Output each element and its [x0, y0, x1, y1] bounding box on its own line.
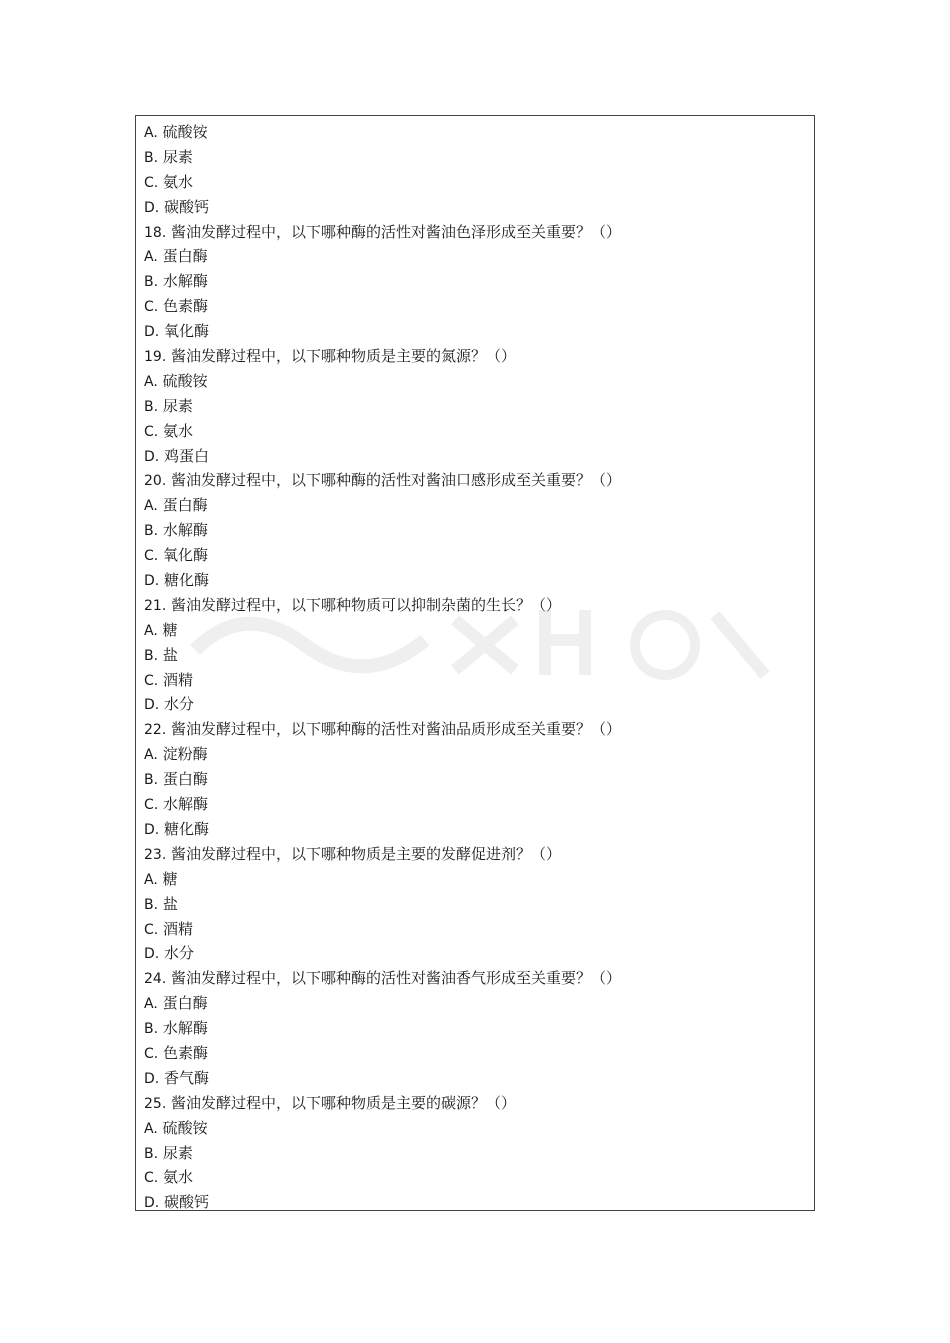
option-text: 糖化酶	[164, 571, 210, 590]
option-line	[144, 917, 806, 942]
option-text: 糖	[162, 869, 178, 888]
question-line	[144, 842, 806, 867]
option-text: 蛋白酶	[162, 496, 208, 515]
option-text: 水分	[164, 944, 195, 963]
option-line	[144, 1116, 806, 1141]
option-line	[144, 991, 806, 1016]
option-letter: D.	[144, 324, 160, 341]
question-text: 酱油发酵过程中，以下哪种酶的活性对酱油品质形成至关重要？（）	[171, 720, 622, 739]
option-letter: A.	[144, 125, 158, 141]
option-line	[144, 892, 806, 917]
option-line	[144, 817, 806, 842]
option-text: 水解酶	[163, 795, 209, 814]
option-text: 蛋白酶	[162, 770, 208, 789]
option-letter: A.	[144, 1120, 158, 1137]
option-line	[144, 120, 806, 145]
option-text: 水解酶	[162, 521, 208, 540]
option-line	[144, 195, 806, 220]
option-text: 氨水	[163, 421, 194, 440]
question-number: 24.	[144, 971, 167, 988]
option-letter: C.	[144, 299, 159, 316]
option-line	[144, 543, 806, 568]
option-letter: C.	[144, 797, 159, 814]
question-line	[144, 344, 806, 369]
option-text: 氧化酶	[164, 322, 210, 341]
question-text: 酱油发酵过程中，以下哪种物质是主要的氮源？（）	[171, 347, 517, 366]
question-line	[144, 220, 806, 245]
option-text: 水分	[164, 695, 195, 714]
question-number: 20.	[144, 473, 167, 490]
option-text: 氨水	[163, 1168, 194, 1187]
option-text: 酒精	[163, 670, 194, 689]
option-text: 淀粉酶	[162, 745, 208, 764]
option-text: 硫酸铵	[162, 1118, 208, 1137]
option-line	[144, 170, 806, 195]
option-text: 色素酶	[163, 1043, 209, 1062]
option-text: 鸡蛋白	[164, 446, 210, 465]
option-text: 尿素	[162, 147, 193, 166]
option-letter: C.	[144, 423, 159, 440]
question-line	[144, 1091, 806, 1116]
option-line	[144, 145, 806, 170]
question-line	[144, 593, 806, 618]
option-line	[144, 1141, 806, 1166]
option-text: 蛋白酶	[162, 994, 208, 1013]
option-letter: A.	[144, 996, 158, 1013]
option-letter: D.	[144, 573, 160, 590]
question-number: 23.	[144, 846, 167, 863]
option-letter: D.	[144, 697, 160, 714]
option-letter: A.	[144, 871, 158, 888]
option-letter: B.	[144, 523, 159, 540]
option-letter: C.	[144, 672, 159, 689]
option-text: 盐	[162, 894, 178, 913]
question-number: 22.	[144, 722, 167, 739]
option-letter: D.	[144, 1195, 160, 1212]
option-letter: C.	[144, 921, 159, 938]
option-text: 香气酶	[164, 1068, 210, 1087]
option-letter: D.	[144, 946, 160, 963]
option-text: 蛋白酶	[162, 247, 208, 266]
question-number: 19.	[144, 349, 167, 366]
option-line	[144, 394, 806, 419]
option-text: 酒精	[163, 919, 194, 938]
option-text: 尿素	[162, 1143, 193, 1162]
question-text: 酱油发酵过程中，以下哪种酶的活性对酱油香气形成至关重要？（）	[171, 969, 622, 988]
question-list	[144, 120, 806, 1215]
option-text: 尿素	[162, 396, 193, 415]
option-line	[144, 518, 806, 543]
question-text: 酱油发酵过程中，以下哪种酶的活性对酱油口感形成至关重要？（）	[171, 471, 622, 490]
option-letter: A.	[144, 622, 158, 639]
question-text: 酱油发酵过程中，以下哪种物质是主要的发酵促进剂？（）	[171, 844, 562, 863]
question-number: 21.	[144, 597, 167, 614]
question-line	[144, 966, 806, 991]
question-number: 18.	[144, 224, 167, 241]
option-line	[144, 668, 806, 693]
option-letter: B.	[144, 772, 159, 789]
option-letter: D.	[144, 448, 160, 465]
option-text: 氧化酶	[163, 546, 209, 565]
option-letter: D.	[144, 821, 160, 838]
option-line	[144, 1165, 806, 1190]
option-text: 水解酶	[162, 1019, 208, 1038]
question-text: 酱油发酵过程中，以下哪种物质是主要的碳源？（）	[171, 1093, 517, 1112]
option-letter: C.	[144, 1045, 159, 1062]
option-line	[144, 1190, 806, 1215]
option-letter: B.	[144, 149, 159, 166]
option-line	[144, 1066, 806, 1091]
option-letter: A.	[144, 249, 158, 266]
option-text: 硫酸铵	[162, 123, 208, 141]
option-line	[144, 941, 806, 966]
option-line	[144, 1041, 806, 1066]
question-line	[144, 717, 806, 742]
option-line	[144, 692, 806, 717]
option-line	[144, 742, 806, 767]
question-line	[144, 468, 806, 493]
option-line	[144, 369, 806, 394]
option-line	[144, 294, 806, 319]
option-line	[144, 643, 806, 668]
option-text: 碳酸钙	[164, 1193, 210, 1212]
option-text: 色素酶	[163, 297, 209, 316]
option-line	[144, 568, 806, 593]
option-text: 水解酶	[162, 272, 208, 291]
question-number: 25.	[144, 1095, 167, 1112]
option-letter: A.	[144, 498, 158, 515]
option-letter: B.	[144, 398, 159, 415]
option-letter: B.	[144, 1145, 159, 1162]
option-letter: B.	[144, 896, 159, 913]
option-text: 糖化酶	[164, 819, 210, 838]
option-letter: B.	[144, 1021, 159, 1038]
option-line	[144, 792, 806, 817]
option-letter: C.	[144, 174, 159, 191]
option-letter: B.	[144, 274, 159, 291]
option-line	[144, 419, 806, 444]
question-text: 酱油发酵过程中，以下哪种酶的活性对酱油色泽形成至关重要？（）	[171, 222, 622, 241]
option-letter: C.	[144, 1170, 159, 1187]
option-letter: A.	[144, 373, 158, 390]
option-letter: B.	[144, 647, 159, 664]
option-text: 硫酸铵	[162, 371, 208, 390]
option-letter: D.	[144, 1070, 160, 1087]
option-line	[144, 867, 806, 892]
option-letter: A.	[144, 747, 158, 764]
option-line	[144, 319, 806, 344]
document-frame	[135, 115, 815, 1211]
option-line	[144, 493, 806, 518]
option-text: 碳酸钙	[164, 197, 210, 216]
option-line	[144, 244, 806, 269]
option-letter: D.	[144, 199, 160, 216]
option-text: 盐	[162, 645, 178, 664]
question-text: 酱油发酵过程中，以下哪种物质可以抑制杂菌的生长？（）	[171, 595, 562, 614]
option-text: 氨水	[163, 172, 194, 191]
option-letter: C.	[144, 548, 159, 565]
option-line	[144, 767, 806, 792]
option-text: 糖	[162, 620, 178, 639]
option-line	[144, 444, 806, 469]
option-line	[144, 269, 806, 294]
option-line	[144, 618, 806, 643]
option-line	[144, 1016, 806, 1041]
